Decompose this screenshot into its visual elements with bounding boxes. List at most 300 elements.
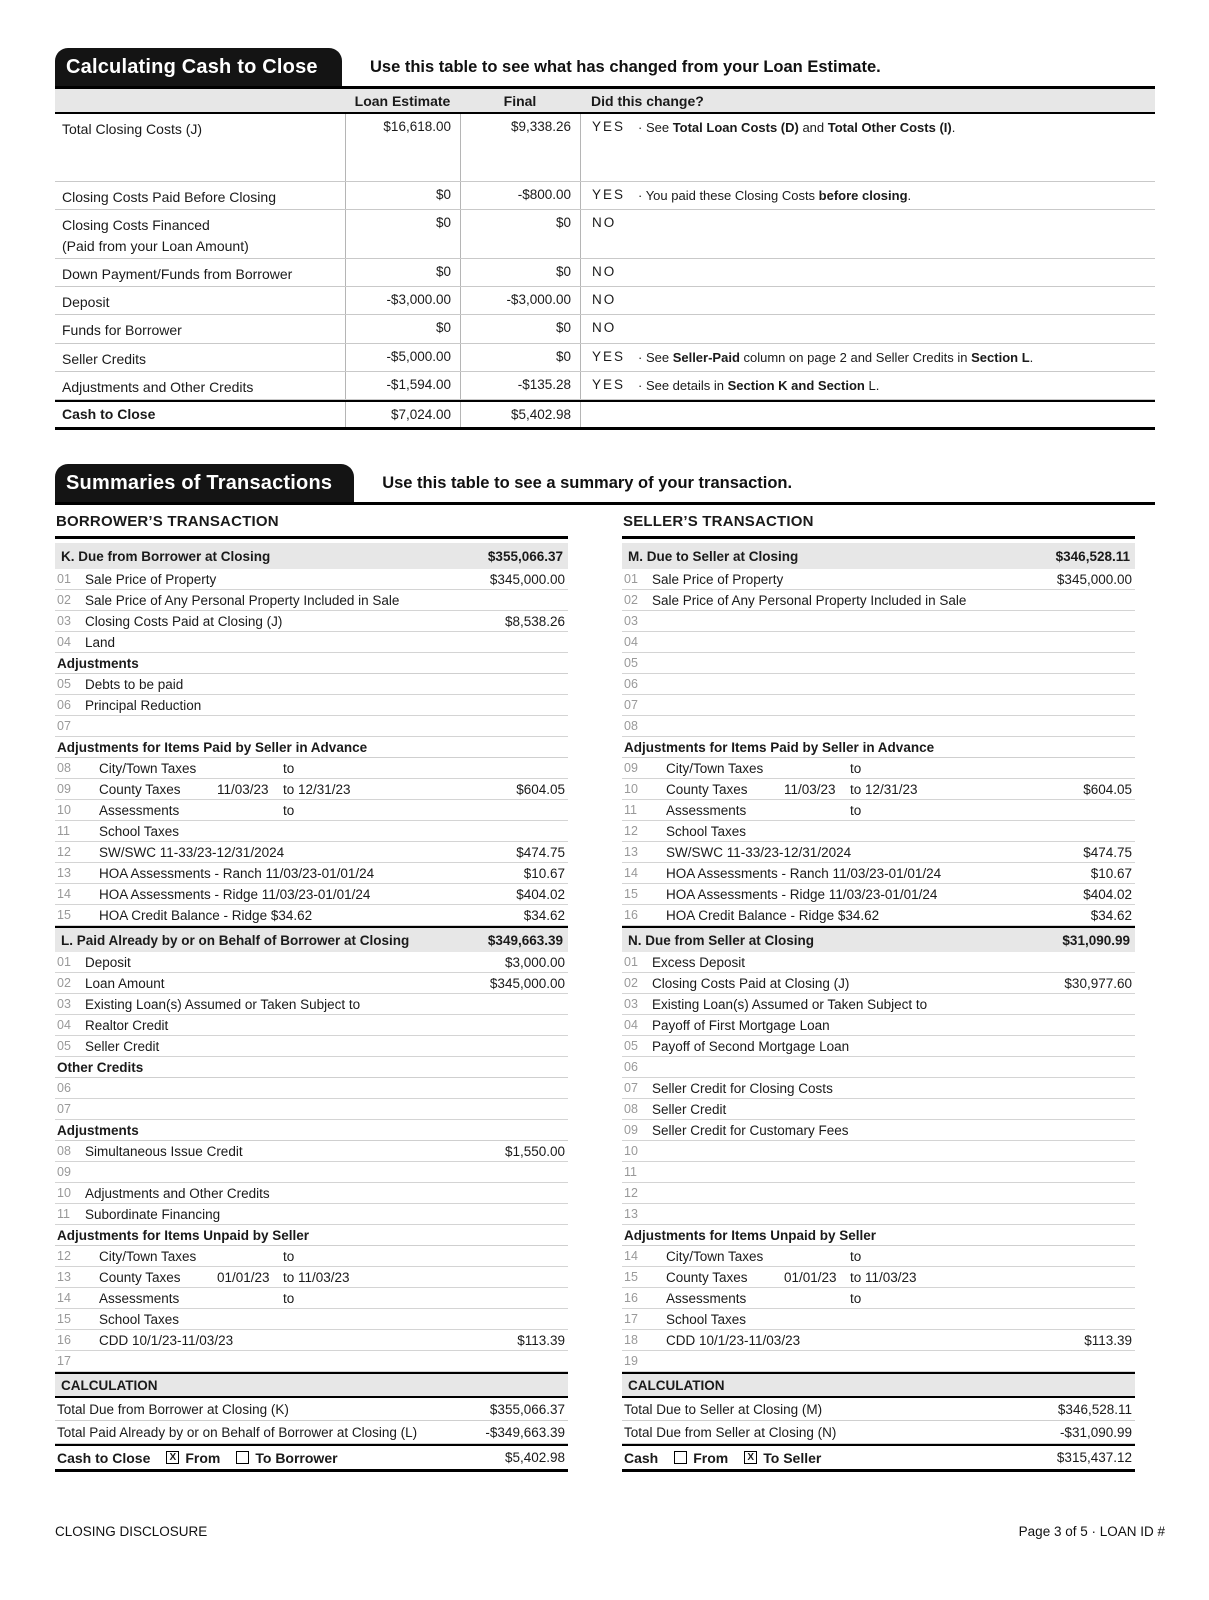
- section-header-label: CALCULATION: [61, 1377, 158, 1393]
- line-item-row: [55, 1015, 568, 1036]
- row-label-line1: Seller Credits: [62, 350, 147, 367]
- line-item-row: [622, 884, 1135, 905]
- line-item-label: City/Town Taxes: [666, 760, 764, 776]
- line-item-label: Seller Credit: [652, 1101, 727, 1117]
- line-item-number: 02: [624, 976, 638, 991]
- line-item-number: 03: [624, 614, 638, 629]
- line-item-number: 12: [57, 1249, 71, 1264]
- line-item-label: County Taxes: [666, 1269, 748, 1285]
- line-item-label: School Taxes: [666, 823, 747, 839]
- line-item-amount: $8,538.26: [504, 613, 565, 629]
- line-item-amount: $113.39: [1084, 1332, 1132, 1348]
- line-item-row: [622, 758, 1135, 779]
- line-item-label: Land: [85, 634, 116, 650]
- line-item-number: 01: [57, 955, 71, 970]
- line-item-number: 17: [57, 1354, 71, 1369]
- line-item-amount: $34.62: [1090, 907, 1132, 923]
- change-answer: YES: [592, 348, 626, 364]
- line-item-label: Debts to be paid: [85, 676, 184, 692]
- line-item-row: [622, 1078, 1135, 1099]
- line-item-row: [55, 994, 568, 1015]
- line-item-number: 11: [57, 1207, 70, 1222]
- line-item-label: Subordinate Financing: [85, 1206, 221, 1222]
- line-item-number: 12: [624, 1186, 638, 1201]
- line-item-row: [55, 758, 568, 779]
- line-item-label: City/Town Taxes: [666, 1248, 764, 1264]
- line-item-row: [622, 821, 1135, 842]
- loan-estimate-value: -$1,594.00: [345, 372, 460, 399]
- total-final-value: $5,402.98: [460, 402, 580, 427]
- line-item-number: 07: [57, 719, 71, 734]
- line-item-row: [55, 1351, 568, 1372]
- checkbox-unchecked-icon: [674, 1451, 687, 1464]
- line-item-number: 07: [624, 1081, 638, 1096]
- subsection-header-row: Other Credits: [55, 1057, 568, 1078]
- line-item-label: Seller Credit for Closing Costs: [652, 1080, 833, 1096]
- line-item-number: 06: [57, 698, 71, 713]
- seller-transaction-table: [622, 543, 1135, 1472]
- change-note: · See Seller-Paid column on page 2 and Seller Credits in Section L.: [638, 349, 1034, 365]
- line-item-row: [622, 653, 1135, 674]
- line-item-label: County Taxes: [99, 1269, 181, 1285]
- line-item-number: 15: [624, 887, 638, 902]
- line-item-row: [622, 1057, 1135, 1078]
- line-item-number: 13: [624, 845, 638, 860]
- line-item-date-to: to: [850, 802, 862, 818]
- checkbox-checked-icon: X: [744, 1451, 757, 1464]
- line-item-row: [55, 884, 568, 905]
- change-table-row: [55, 372, 1155, 400]
- line-item-row: [55, 842, 568, 863]
- row-label: [55, 182, 345, 209]
- change-note: · See Total Loan Costs (D) and Total Other Costs (I).: [638, 120, 956, 135]
- line-item-date-to: to 11/03/23: [850, 1269, 917, 1285]
- summaries-divider-rule: [55, 502, 1155, 505]
- loan-estimate-value: $0: [345, 210, 460, 258]
- row-label-line2: (Paid from your Loan Amount): [62, 237, 249, 254]
- change-answer: NO: [592, 263, 617, 279]
- line-item-label: Simultaneous Issue Credit: [85, 1143, 243, 1159]
- calculation-label: Total Due from Borrower at Closing (K): [57, 1401, 289, 1417]
- line-item-row: [55, 1267, 568, 1288]
- line-item-number: 14: [624, 866, 638, 881]
- line-item-label: Sale Price of Any Personal Property Included in Sale: [85, 592, 400, 608]
- line-item-label: Assessments: [666, 1290, 747, 1306]
- line-item-number: 12: [624, 824, 638, 839]
- line-item-label: Principal Reduction: [85, 697, 202, 713]
- section-header-row: [55, 1372, 568, 1398]
- row-label: [55, 344, 345, 371]
- line-item-row: [622, 905, 1135, 926]
- subsection-header-row: Adjustments: [55, 653, 568, 674]
- line-item-row: [55, 779, 568, 800]
- line-item-label: Seller Credit for Customary Fees: [652, 1122, 849, 1138]
- line-item-row: [55, 1099, 568, 1120]
- line-item-amount: $1,550.00: [504, 1143, 565, 1159]
- seller-transaction-column: [622, 510, 1135, 1472]
- line-item-number: 06: [624, 677, 638, 692]
- row-label-line1: Down Payment/Funds from Borrower: [62, 265, 293, 282]
- line-item-label: Adjustments and Other Credits: [85, 1185, 270, 1201]
- line-item-row: [622, 1204, 1135, 1225]
- calculation-row: [622, 1421, 1135, 1444]
- line-item-row: [55, 1036, 568, 1057]
- change-table-column-headers: [55, 86, 1155, 114]
- section-tab-calculating-cash-to-close: Calculating Cash to Close: [55, 48, 342, 86]
- line-item-date-from: 01/01/23: [784, 1269, 837, 1285]
- row-label: [55, 210, 345, 258]
- line-item-number: 05: [57, 1039, 71, 1054]
- line-item-number: 08: [57, 1144, 71, 1159]
- line-item-amount: $10.67: [523, 865, 565, 881]
- line-item-number: 15: [57, 908, 71, 923]
- line-item-number: 06: [57, 1081, 71, 1096]
- cash-to-close-label: Cash to Close: [57, 1449, 151, 1466]
- line-item-number: 14: [624, 1249, 638, 1264]
- loan-estimate-value: -$5,000.00: [345, 344, 460, 371]
- line-item-date-to: to: [283, 760, 295, 776]
- line-item-label: Assessments: [99, 1290, 180, 1306]
- line-item-row: [622, 1162, 1135, 1183]
- borrower-transaction-heading: BORROWER’S TRANSACTION: [55, 510, 568, 539]
- row-label-line1: Funds for Borrower: [62, 322, 182, 339]
- line-item-label: HOA Credit Balance - Ridge $34.62: [99, 907, 313, 923]
- line-item-number: 05: [57, 677, 71, 692]
- line-item-row: [55, 674, 568, 695]
- line-item-row: [55, 800, 568, 821]
- line-item-number: 19: [624, 1354, 638, 1369]
- change-answer: YES: [592, 187, 626, 202]
- line-item-label: Excess Deposit: [652, 954, 746, 970]
- summaries-header: [55, 464, 1155, 502]
- line-item-label: CDD 10/1/23-11/03/23: [99, 1332, 234, 1348]
- cash-to-close-row: [622, 1444, 1135, 1472]
- change-table-row: [55, 182, 1155, 210]
- line-item-number: 16: [624, 908, 638, 923]
- line-item-row: [55, 1204, 568, 1225]
- line-item-number: 04: [57, 1018, 71, 1033]
- row-label-line1: Closing Costs Paid Before Closing: [62, 189, 276, 205]
- line-item-label: Assessments: [666, 802, 747, 818]
- line-item-date-to: to: [850, 760, 862, 776]
- line-item-amount: $345,000.00: [1056, 571, 1132, 587]
- change-table-row: [55, 287, 1155, 315]
- change-answer: YES: [592, 119, 626, 134]
- checkbox-label: To Seller: [763, 1449, 822, 1466]
- calculating-cash-to-close-header: [55, 48, 1155, 86]
- line-item-row: [622, 842, 1135, 863]
- line-item-number: 03: [57, 614, 71, 629]
- change-cell: [580, 182, 1155, 209]
- column-header-did-this-change: Did this change?: [591, 92, 704, 109]
- calculating-cash-to-close-section: [55, 48, 1155, 430]
- line-item-row: [622, 1120, 1135, 1141]
- line-item-number: 12: [57, 845, 71, 860]
- line-item-amount: $113.39: [517, 1332, 565, 1348]
- line-item-row: [622, 1015, 1135, 1036]
- line-item-label: County Taxes: [666, 781, 748, 797]
- subsection-header-row: Adjustments for Items Unpaid by Seller: [55, 1225, 568, 1246]
- line-item-row: [55, 611, 568, 632]
- final-value: $0: [460, 259, 580, 286]
- line-item-row: [622, 674, 1135, 695]
- line-item-label: County Taxes: [99, 781, 181, 797]
- change-cell: [580, 372, 1155, 399]
- line-item-row: [622, 1351, 1135, 1372]
- change-table-row: [55, 259, 1155, 287]
- line-item-number: 13: [57, 866, 71, 881]
- line-item-label: Seller Credit: [85, 1038, 160, 1054]
- line-item-row: [55, 973, 568, 994]
- total-change-cell: [580, 402, 1155, 427]
- line-item-label: HOA Assessments - Ridge 11/03/23-01/01/24: [666, 886, 938, 902]
- line-item-row: [622, 716, 1135, 737]
- calculation-amount: -$31,090.99: [1059, 1424, 1132, 1440]
- line-item-number: 01: [624, 955, 638, 970]
- change-cell: [580, 259, 1155, 286]
- subsection-header-row: Adjustments: [55, 1120, 568, 1141]
- line-item-row: [55, 632, 568, 653]
- line-item-date-from: 11/03/23: [784, 781, 836, 797]
- line-item-row: [622, 973, 1135, 994]
- final-value: $0: [460, 344, 580, 371]
- line-item-row: [622, 779, 1135, 800]
- line-item-amount: $34.62: [523, 907, 565, 923]
- closing-disclosure-page: [55, 0, 1155, 1472]
- line-item-number: 06: [624, 1060, 638, 1075]
- line-item-row: [55, 905, 568, 926]
- checkbox-label: From: [693, 1449, 729, 1466]
- section-header-label: M. Due to Seller at Closing: [628, 548, 799, 564]
- line-item-row: [622, 1309, 1135, 1330]
- row-label-line1: Total Closing Costs (J): [62, 121, 203, 137]
- calculation-row: [55, 1398, 568, 1421]
- line-item-amount: $474.75: [516, 844, 565, 860]
- line-item-date-to: to: [850, 1248, 862, 1264]
- final-value: -$135.28: [460, 372, 580, 399]
- line-item-row: [622, 1330, 1135, 1351]
- line-item-number: 09: [57, 1165, 71, 1180]
- loan-estimate-value: $0: [345, 182, 460, 209]
- line-item-date-to: to 12/31/23: [283, 781, 351, 797]
- line-item-row: [55, 1141, 568, 1162]
- line-item-row: [622, 994, 1135, 1015]
- line-item-row: [55, 1288, 568, 1309]
- line-item-label: School Taxes: [666, 1311, 747, 1327]
- total-loan-estimate-value: $7,024.00: [345, 402, 460, 427]
- line-item-number: 09: [57, 782, 71, 797]
- line-item-row: [622, 863, 1135, 884]
- summaries-subtitle: Use this table to see a summary of your transaction.: [382, 474, 793, 493]
- line-item-row: [622, 1099, 1135, 1120]
- line-item-number: 05: [624, 656, 638, 671]
- line-item-label: Sale Price of Property: [85, 571, 217, 587]
- line-item-row: [622, 800, 1135, 821]
- change-table-row: [55, 114, 1155, 182]
- line-item-date-to: to: [850, 1290, 862, 1306]
- section-header-label: L. Paid Already by or on Behalf of Borrower at Closing: [61, 932, 410, 948]
- cash-to-close-label: Cash: [624, 1449, 659, 1466]
- line-item-number: 03: [57, 997, 71, 1012]
- section-header-label: K. Due from Borrower at Closing: [61, 548, 271, 564]
- final-value: $0: [460, 315, 580, 342]
- line-item-date-to: to: [283, 1248, 295, 1264]
- line-item-row: [55, 1078, 568, 1099]
- change-table-row: [55, 210, 1155, 259]
- line-item-row: [55, 863, 568, 884]
- checkbox-label: From: [185, 1449, 221, 1466]
- line-item-number: 02: [624, 593, 638, 608]
- line-item-amount: $404.02: [1083, 886, 1132, 902]
- cash-to-close-amount: $5,402.98: [504, 1450, 565, 1466]
- line-item-row: [55, 1330, 568, 1351]
- column-header-final: Final: [503, 92, 537, 109]
- line-item-number: 10: [57, 803, 71, 818]
- line-item-number: 10: [57, 1186, 71, 1201]
- row-label-line1: Deposit: [62, 294, 110, 311]
- section-header-amount: $349,663.39: [487, 932, 563, 948]
- line-item-label: Assessments: [99, 802, 180, 818]
- line-item-label: Realtor Credit: [85, 1017, 169, 1033]
- line-item-amount: $345,000.00: [489, 571, 565, 587]
- borrower-transaction-column: [55, 510, 568, 1472]
- page-footer: [55, 1524, 1165, 1539]
- final-value: -$800.00: [460, 182, 580, 209]
- line-item-label: Sale Price of Property: [652, 571, 784, 587]
- row-label: [55, 315, 345, 342]
- line-item-row: [622, 1267, 1135, 1288]
- change-table-row: [55, 315, 1155, 343]
- section-header-row: [622, 543, 1135, 569]
- calculation-amount: $355,066.37: [489, 1401, 565, 1417]
- line-item-row: [55, 1309, 568, 1330]
- line-item-number: 09: [624, 761, 638, 776]
- section-header-row: [622, 926, 1135, 952]
- change-answer: NO: [592, 292, 617, 308]
- line-item-amount: $474.75: [1083, 844, 1132, 860]
- change-cell: [580, 114, 1155, 181]
- line-item-number: 16: [624, 1291, 638, 1306]
- line-item-row: [622, 1141, 1135, 1162]
- section-header-label: CALCULATION: [628, 1377, 725, 1393]
- line-item-row: [622, 632, 1135, 653]
- line-item-row: [622, 1036, 1135, 1057]
- line-item-number: 17: [624, 1312, 638, 1327]
- row-label: [55, 259, 345, 286]
- summaries-columns: [55, 510, 1155, 1472]
- line-item-label: Existing Loan(s) Assumed or Taken Subject to: [652, 996, 928, 1012]
- change-answer: YES: [592, 377, 626, 393]
- checkbox-label: To Borrower: [255, 1449, 338, 1466]
- total-row-label: Cash to Close: [62, 405, 156, 422]
- line-item-number: 13: [57, 1270, 71, 1285]
- line-item-label: Closing Costs Paid at Closing (J): [652, 975, 850, 991]
- line-item-label: CDD 10/1/23-11/03/23: [666, 1332, 801, 1348]
- line-item-row: [622, 1288, 1135, 1309]
- section-header-label: N. Due from Seller at Closing: [628, 932, 815, 948]
- line-item-amount: $10.67: [1090, 865, 1132, 881]
- line-item-row: [55, 1183, 568, 1204]
- row-label-line1: Closing Costs Financed: [62, 217, 210, 234]
- line-item-date-to: to: [283, 802, 295, 818]
- change-answer: NO: [592, 320, 617, 336]
- line-item-number: 04: [624, 635, 638, 650]
- line-item-label: HOA Assessments - Ranch 11/03/23-01/01/24: [99, 865, 375, 881]
- cash-to-close-amount: $315,437.12: [1056, 1450, 1132, 1466]
- line-item-number: 13: [624, 1207, 638, 1222]
- footer-page-number: Page 3 of 5 · LOAN ID #: [1018, 1524, 1165, 1539]
- loan-estimate-value: $16,618.00: [345, 114, 460, 181]
- subsection-header-row: Adjustments for Items Paid by Seller in Advance: [622, 737, 1135, 758]
- line-item-number: 08: [57, 761, 71, 776]
- calculation-label: Total Due to Seller at Closing (M): [624, 1401, 823, 1417]
- line-item-label: Closing Costs Paid at Closing (J): [85, 613, 283, 629]
- subsection-header-row: Adjustments for Items Unpaid by Seller: [622, 1225, 1135, 1246]
- calculation-label: Total Paid Already by or on Behalf of Borrower at Closing (L): [57, 1424, 418, 1440]
- line-item-number: 07: [57, 1102, 71, 1117]
- line-item-date-to: to 12/31/23: [850, 781, 918, 797]
- line-item-label: School Taxes: [99, 1311, 180, 1327]
- calculation-amount: $346,528.11: [1057, 1401, 1132, 1417]
- line-item-number: 02: [57, 593, 71, 608]
- summaries-of-transactions-section: [55, 464, 1155, 1472]
- line-item-number: 09: [624, 1123, 638, 1138]
- section-header-amount: $355,066.37: [487, 548, 563, 564]
- line-item-row: [622, 695, 1135, 716]
- calculation-row: [622, 1398, 1135, 1421]
- change-note: · See details in Section K and Section L.: [638, 378, 880, 394]
- line-item-number: 03: [624, 997, 638, 1012]
- final-value: -$3,000.00: [460, 287, 580, 314]
- line-item-amount: $604.05: [516, 781, 565, 797]
- line-item-amount: $404.02: [516, 886, 565, 902]
- line-item-row: [622, 590, 1135, 611]
- calculation-amount: -$349,663.39: [485, 1424, 565, 1440]
- line-item-number: 04: [57, 635, 71, 650]
- change-table-row: [55, 344, 1155, 372]
- line-item-number: 14: [57, 887, 71, 902]
- line-item-number: 08: [624, 1102, 638, 1117]
- line-item-amount: $3,000.00: [504, 954, 565, 970]
- section-header-row: [55, 926, 568, 952]
- line-item-number: 18: [624, 1333, 638, 1348]
- line-item-label: Deposit: [85, 954, 131, 970]
- line-item-number: 15: [57, 1312, 71, 1327]
- checkbox-checked-icon: X: [166, 1451, 179, 1464]
- change-note: · You paid these Closing Costs before closing.: [638, 188, 912, 203]
- line-item-row: [55, 569, 568, 590]
- line-item-number: 01: [57, 572, 71, 587]
- line-item-number: 11: [624, 803, 637, 818]
- cash-to-close-row: [55, 1444, 568, 1472]
- line-item-number: 05: [624, 1039, 638, 1054]
- line-item-label: HOA Credit Balance - Ridge $34.62: [666, 907, 880, 923]
- line-item-number: 14: [57, 1291, 71, 1306]
- line-item-date-to: to: [283, 1290, 295, 1306]
- line-item-label: City/Town Taxes: [99, 760, 197, 776]
- line-item-label: HOA Assessments - Ridge 11/03/23-01/01/24: [99, 886, 371, 902]
- line-item-label: School Taxes: [99, 823, 180, 839]
- line-item-amount: $604.05: [1083, 781, 1132, 797]
- line-item-row: [622, 569, 1135, 590]
- change-cell: [580, 287, 1155, 314]
- change-answer: NO: [592, 215, 617, 231]
- row-label: [55, 372, 345, 399]
- seller-transaction-heading: SELLER’S TRANSACTION: [622, 510, 1135, 539]
- line-item-number: 08: [624, 719, 638, 734]
- loan-estimate-value: $0: [345, 259, 460, 286]
- row-label: [55, 114, 345, 181]
